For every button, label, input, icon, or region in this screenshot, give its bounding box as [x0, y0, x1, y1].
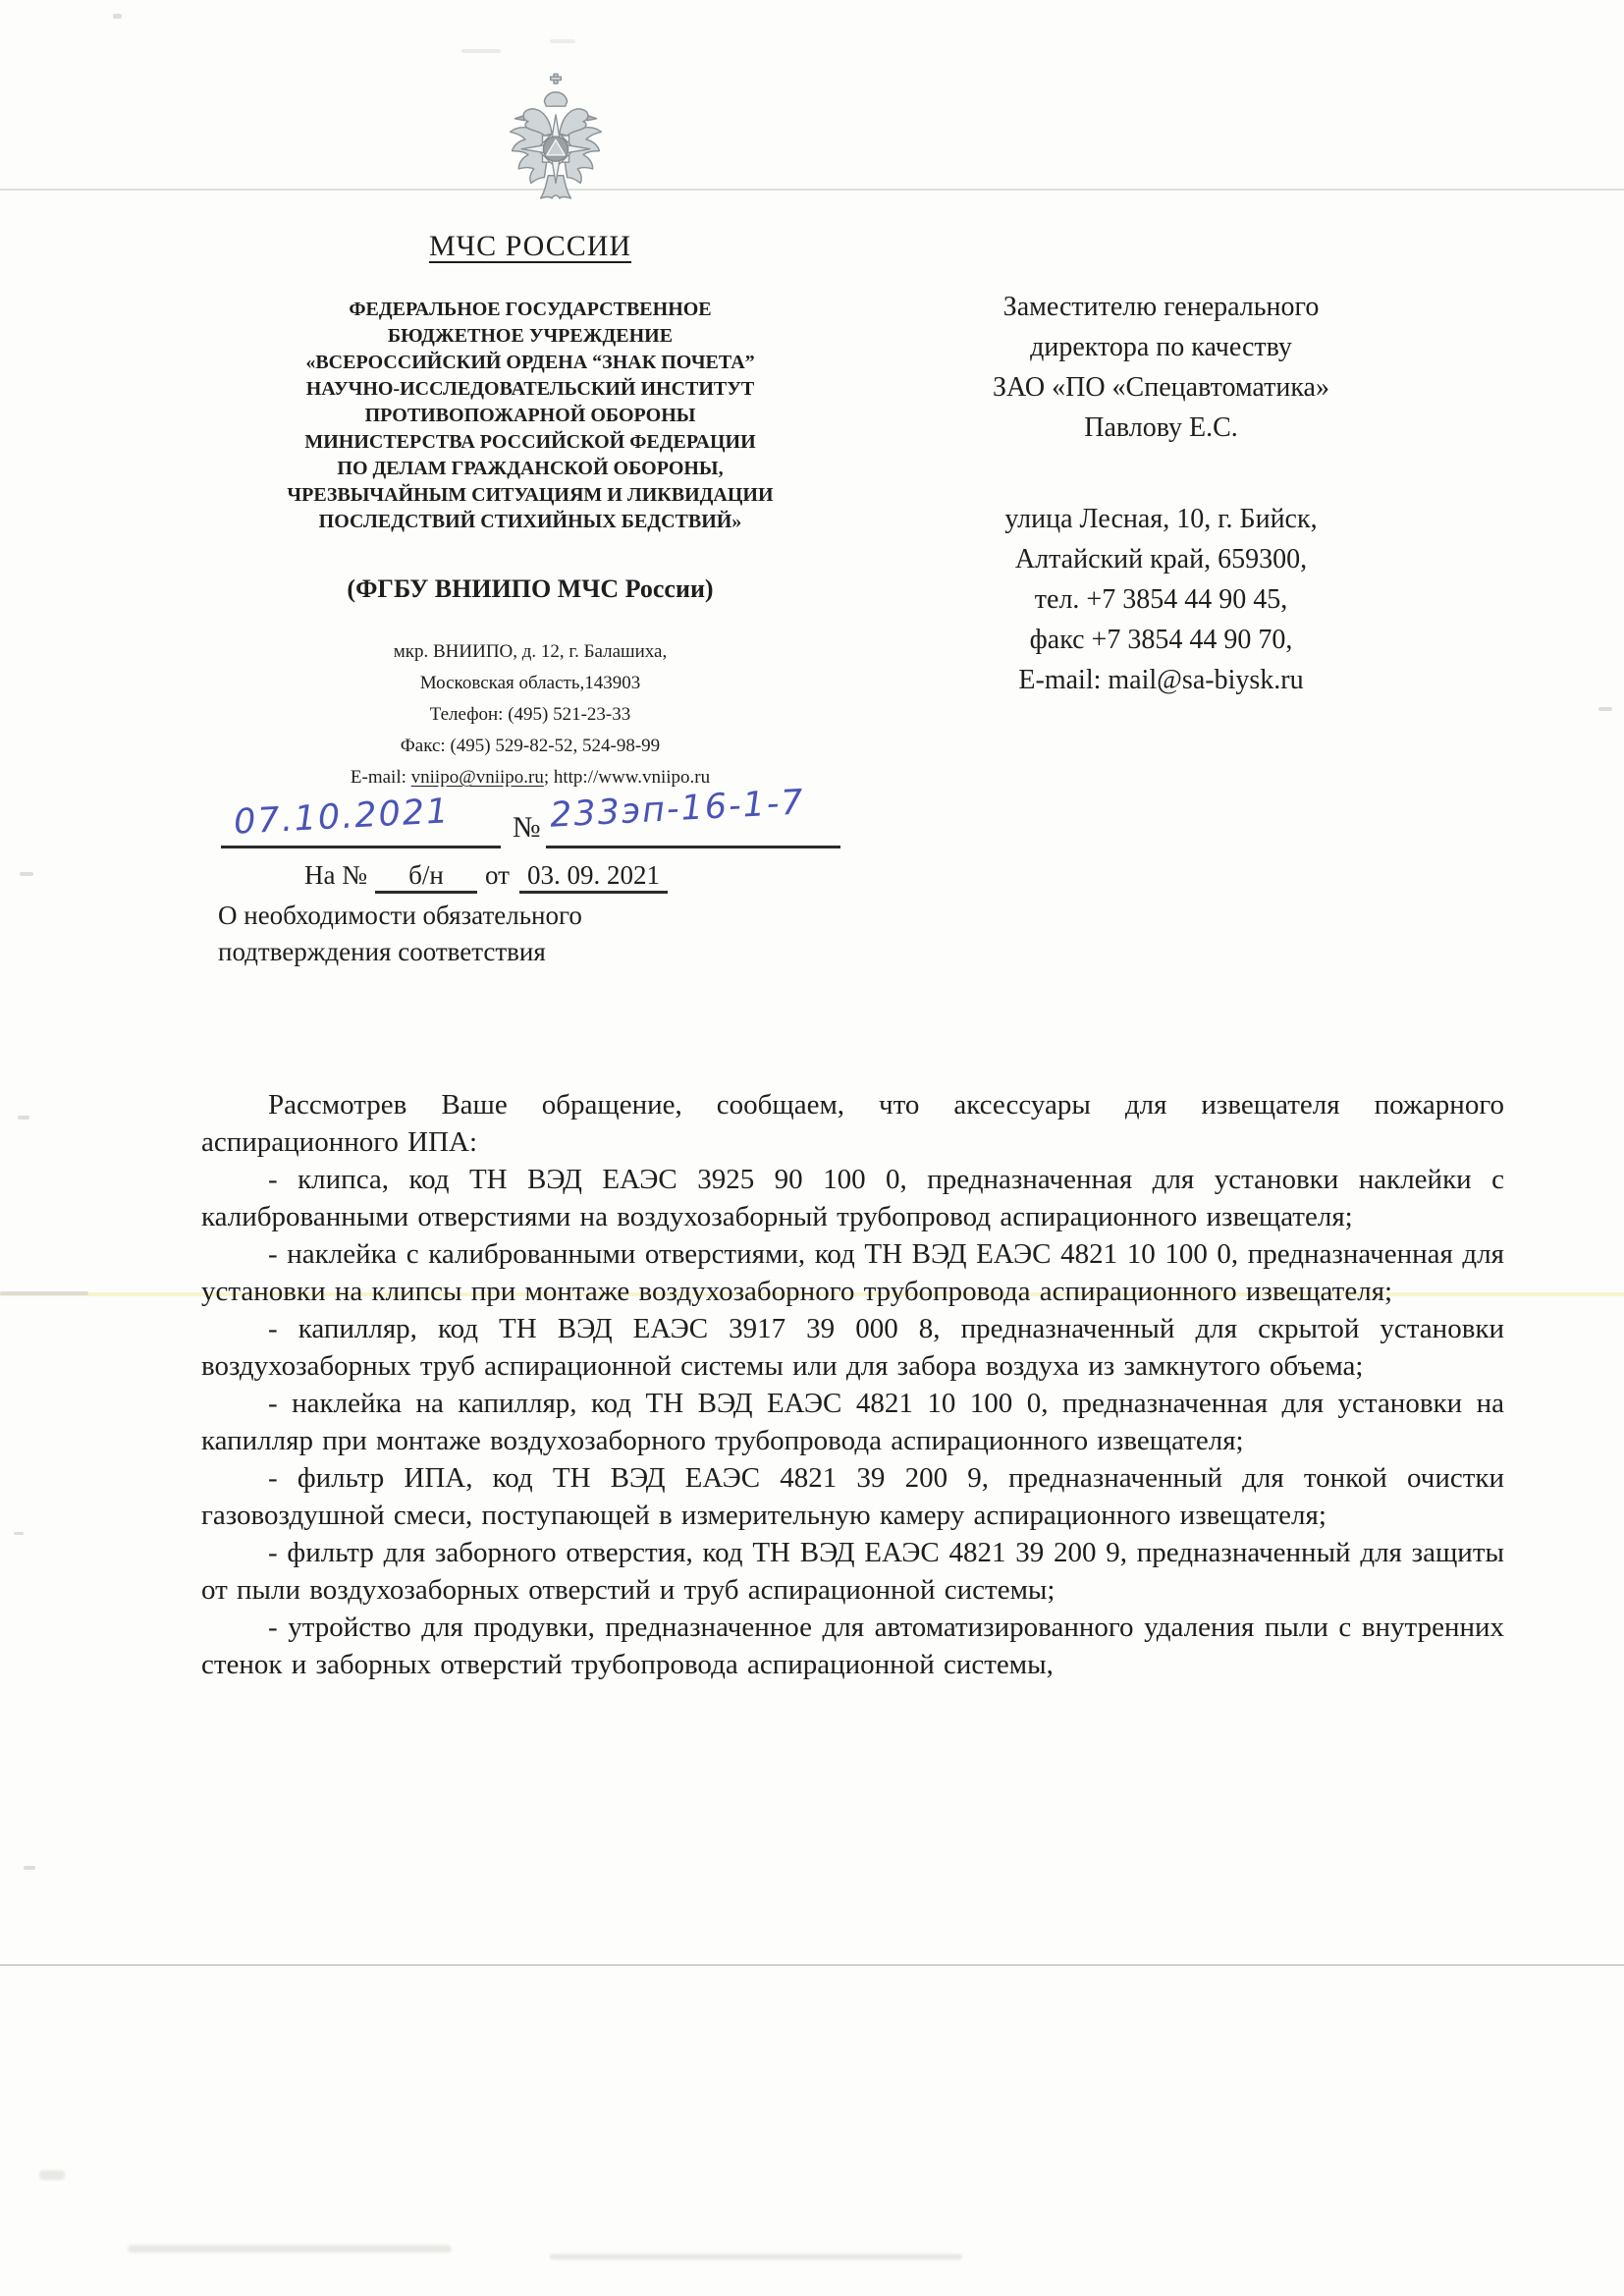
sender-website: ; http://www.vniipo.ru	[543, 767, 711, 788]
org-name-line: ПОСЛЕДСТВИЙ СТИХИЙНЫХ БЕДСТВИЙ»	[318, 511, 742, 532]
org-name-line: «ВСЕРОССИЙСКИЙ ОРДЕНА “ЗНАК ПОЧЕТА”	[305, 352, 755, 373]
scan-artifact-speck	[24, 1866, 35, 1870]
subject-line: подтверждения соответствия	[218, 937, 546, 966]
scan-artifact-speck	[550, 39, 575, 43]
org-name-line: БЮДЖЕТНОЕ УЧРЕЖДЕНИЕ	[387, 325, 674, 347]
letter-body	[201, 1086, 1504, 1683]
org-name-line: ПО ДЕЛАМ ГРАЖДАНСКОЙ ОБОРОНЫ,	[337, 458, 724, 479]
letter-subject	[218, 898, 650, 970]
sender-fax-line: Факс: (495) 529-82-52, 524-98-99	[400, 736, 661, 756]
email-label: E-mail:	[350, 767, 411, 788]
org-name-line: НАУЧНО-ИССЛЕДОВАТЕЛЬСКИЙ ИНСТИТУТ	[305, 378, 755, 400]
scan-artifact-speck	[14, 1532, 24, 1535]
sender-phone-line: Телефон: (495) 521-23-33	[429, 704, 631, 725]
handwritten-date: 07.10.2021	[233, 792, 452, 843]
organization-short-name: (ФГБУ ВНИИПО МЧС России)	[347, 574, 714, 603]
scan-artifact-smudge	[550, 2254, 962, 2260]
reply-reference-line	[304, 860, 668, 894]
reply-date: 03. 09. 2021	[519, 860, 668, 894]
scan-artifact-speck	[461, 49, 501, 53]
handwritten-outgoing-number: 233эп-16-1-7	[549, 783, 806, 836]
mchs-eagle-emblem-icon	[499, 71, 613, 208]
org-name-line: ПРОТИВОПОЖАРНОЙ ОБОРОНЫ	[364, 405, 696, 426]
ministry-title: МЧС РОССИИ	[428, 230, 632, 262]
scan-artifact-smudge	[128, 2245, 452, 2253]
sender-address-block	[245, 636, 815, 793]
body-paragraph: - наклейка с калиброванными отверстиями, код ТН ВЭД ЕАЭС 4821 10 100 0, предназначенная для установки на клипсы при монтаже воздухозаборного трубопровода аспирационного извещателя;	[201, 1238, 1504, 1307]
body-paragraph: - клипса, код ТН ВЭД ЕАЭС 3925 90 100 0, предназначенная для установки наклейки с калиброванными отверстиями на воздухозаборный трубопровод аспирационного извещателя;	[201, 1164, 1504, 1232]
addressee-block	[967, 287, 1355, 448]
sender-address-line: мкр. ВНИИПО, д. 12, г. Балашиха,	[393, 641, 668, 662]
scan-artifact-speck	[18, 1116, 29, 1120]
addressee-address-line: E-mail: mail@sa-biysk.ru	[1018, 665, 1304, 695]
sender-address-line: Московская область,143903	[419, 673, 641, 693]
reply-prefix: На №	[304, 860, 367, 890]
scan-artifact-speck	[20, 872, 33, 876]
addressee-address-line: улица Лесная, 10, г. Бийск,	[1004, 504, 1318, 534]
body-paragraph: - фильтр для заборного отверстия, код ТН ВЭД ЕАЭС 4821 39 200 9, предназначенный для защиты от пыли воздухозаборных отверстий и труб аспирационной системы;	[201, 1537, 1504, 1606]
addressee-address-line: тел. +7 3854 44 90 45,	[1034, 584, 1288, 615]
organization-name	[285, 297, 776, 535]
scan-artifact-line	[0, 1964, 1624, 1966]
addressee-address-line: факс +7 3854 44 90 70,	[1029, 625, 1293, 655]
body-paragraph: - капилляр, код ТН ВЭД ЕАЭС 3917 39 000 8, предназначенный для скрытой установки воздухозаборных труб аспирационной системы или для забора воздуха из замкнутого объема;	[201, 1313, 1504, 1382]
addressee-line: Заместителю генерального	[1002, 292, 1320, 322]
body-paragraph: - наклейка на капилляр, код ТН ВЭД ЕАЭС 4821 10 100 0, предназначенная для установки на капилляр при монтаже воздухозаборного трубопровода аспирационного извещателя;	[201, 1388, 1504, 1456]
scan-artifact-speck	[113, 14, 122, 19]
reply-number: б/н	[375, 860, 477, 894]
addressee-line: Павлову Е.С.	[1084, 412, 1238, 443]
org-name-line: ЧРЕЗВЫЧАЙНЫМ СИТУАЦИЯМ И ЛИКВИДАЦИИ	[287, 484, 774, 506]
reply-from-label: от	[485, 860, 510, 890]
org-name-line: ФЕДЕРАЛЬНОЕ ГОСУДАРСТВЕННОЕ	[349, 299, 712, 320]
org-name-line: МИНИСТЕРСТВА РОССИЙСКОЙ ФЕДЕРАЦИИ	[304, 431, 756, 453]
sender-email-link: vniipo@vniipo.ru	[410, 767, 544, 788]
scan-artifact-smudge	[39, 2170, 65, 2180]
scan-artifact-speck	[1598, 707, 1612, 711]
scan-artifact-speck	[0, 1291, 88, 1295]
number-sign: №	[513, 811, 541, 844]
number-underline	[546, 846, 840, 848]
body-paragraph: Рассмотрев Ваше обращение, сообщаем, что аксессуары для извещателя пожарного аспирационного ИПА:	[201, 1089, 1504, 1158]
addressee-line: директора по качеству	[1030, 332, 1292, 362]
date-underline	[221, 846, 501, 848]
addressee-address-line: Алтайский край, 659300,	[1014, 544, 1308, 574]
subject-line: О необходимости обязательного	[218, 901, 582, 930]
addressee-line: ЗАО «ПО «Спецавтоматика»	[993, 372, 1329, 403]
body-paragraph: - фильтр ИПА, код ТН ВЭД ЕАЭС 4821 39 200 9, предназначенный для тонкой очистки газовоздушной смеси, поступающей в измерительную камеру аспирационного извещателя;	[201, 1462, 1504, 1531]
body-paragraph: - утройство для продувки, предназначенное для автоматизированного удаления пыли с внутренних стенок и заборных отверстий трубопровода аспирационной системы,	[201, 1612, 1504, 1680]
scan-artifact-line	[0, 189, 1624, 191]
addressee-address-block	[967, 499, 1355, 700]
